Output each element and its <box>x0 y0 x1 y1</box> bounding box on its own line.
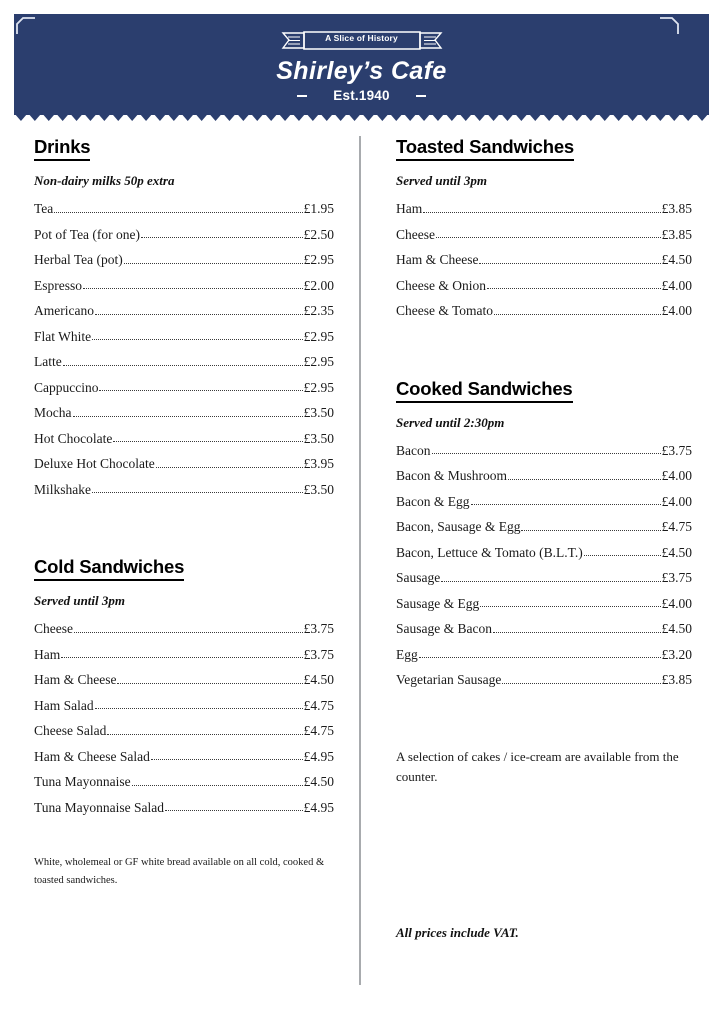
item-name: Bacon <box>396 442 431 458</box>
dot-leader <box>124 262 303 264</box>
section-title-cooked-sandwiches: Cooked Sandwiches <box>396 378 573 403</box>
section-cold-sandwiches <box>34 556 334 820</box>
menu-item <box>34 477 334 503</box>
item-name: Flat White <box>34 328 92 344</box>
item-name: Cheese <box>396 226 435 242</box>
section-drinks <box>34 136 334 502</box>
footnote-spacer <box>34 820 334 854</box>
section-note-cooked-sandwiches: Served until 2:30pm <box>396 414 505 430</box>
menu-item <box>34 273 334 299</box>
dot-leader <box>117 682 302 684</box>
ribbon-label: A Slice of History <box>325 33 398 43</box>
section-spacer <box>34 502 334 556</box>
menu-item <box>396 463 692 489</box>
cafe-logo <box>14 14 709 115</box>
menu-item <box>34 693 334 719</box>
dot-leader <box>156 466 303 468</box>
menu-item <box>34 349 334 375</box>
menu-items-cooked-sandwiches <box>396 438 692 693</box>
item-price: £4.50 <box>661 544 692 560</box>
item-name: Sausage & Egg <box>396 595 480 611</box>
footnote-spacer <box>396 693 692 747</box>
right-dash-icon <box>416 95 426 97</box>
item-name: Vegetarian Sausage <box>396 672 502 687</box>
item-name: Sausage <box>396 570 441 585</box>
menu-item <box>34 400 334 426</box>
menu-item <box>34 375 334 401</box>
menu-item <box>396 540 692 566</box>
item-name: Latte <box>34 354 62 369</box>
menu-item <box>34 744 334 770</box>
item-price: £4.50 <box>303 672 334 687</box>
menu-item <box>396 298 692 324</box>
dot-leader <box>419 656 661 658</box>
item-price: £2.35 <box>303 303 334 318</box>
item-name: Ham & Cheese Salad <box>34 748 150 764</box>
dot-leader <box>92 338 303 340</box>
item-name: Hot Chocolate <box>34 430 113 446</box>
menu-item <box>34 667 334 693</box>
dot-leader <box>521 529 660 531</box>
ribbon-banner <box>269 30 455 54</box>
dot-leader <box>99 389 302 391</box>
menu-item <box>396 489 692 515</box>
dot-leader <box>132 784 303 786</box>
item-name: Americano <box>34 303 94 318</box>
item-price: £4.95 <box>303 748 334 764</box>
item-name: Bacon, Lettuce & Tomato (B.L.T.) <box>396 544 583 560</box>
item-name: Bacon & Egg <box>396 493 470 509</box>
dot-leader <box>493 631 661 633</box>
dot-leader <box>141 236 303 238</box>
dot-leader <box>502 682 660 684</box>
bread-availability-note: White, wholemeal or GF white bread available on all cold, cooked & toasted sandwiches. <box>34 857 325 887</box>
item-name: Espresso <box>34 277 82 293</box>
vat-note: All prices include VAT. <box>396 924 519 940</box>
cafe-name: Shirley’s Cafe <box>276 57 447 85</box>
item-name: Herbal Tea (pot) <box>34 252 123 267</box>
item-price: £4.75 <box>303 723 334 738</box>
dot-leader <box>487 287 661 289</box>
item-price: £4.00 <box>661 468 692 483</box>
menu-item <box>396 247 692 273</box>
dot-leader <box>83 287 303 289</box>
item-name: Ham <box>34 646 61 662</box>
item-price: £2.50 <box>303 226 334 242</box>
left-dash-icon <box>297 95 307 97</box>
item-name: Pot of Tea (for one) <box>34 226 141 242</box>
section-title-cold-sandwiches: Cold Sandwiches <box>34 556 184 581</box>
item-price: £4.50 <box>661 621 692 636</box>
item-price: £3.50 <box>303 430 334 446</box>
item-price: £1.95 <box>303 201 334 216</box>
menu-item <box>396 196 692 222</box>
header-banner <box>14 14 709 115</box>
item-price: £3.75 <box>303 646 334 662</box>
section-toasted-sandwiches <box>396 136 692 324</box>
established-row <box>297 88 425 103</box>
menu-item <box>34 196 334 222</box>
item-name: Cheese Salad <box>34 723 107 738</box>
item-price: £3.75 <box>303 621 334 636</box>
section-title-toasted-sandwiches: Toasted Sandwiches <box>396 136 574 161</box>
item-name: Cheese & Onion <box>396 277 486 293</box>
dot-leader <box>584 554 661 556</box>
item-price: £4.50 <box>661 252 692 267</box>
menu-item <box>396 616 692 642</box>
menu-item <box>396 438 692 464</box>
section-note-cold-sandwiches: Served until 3pm <box>34 593 126 608</box>
item-name: Tuna Mayonnaise <box>34 774 131 789</box>
item-price: £3.85 <box>661 672 692 687</box>
menu-item <box>396 514 692 540</box>
left-column <box>34 136 334 891</box>
item-price: £3.75 <box>661 442 692 458</box>
dot-leader <box>471 503 661 505</box>
menu-item <box>396 591 692 617</box>
item-price: £4.00 <box>661 493 692 509</box>
item-name: Cappuccino <box>34 379 99 395</box>
item-price: £3.20 <box>661 646 692 662</box>
dot-leader <box>95 313 303 315</box>
item-name: Bacon & Mushroom <box>396 468 507 483</box>
menu-items-drinks <box>34 196 334 502</box>
header-scallop-edge <box>14 113 709 122</box>
dot-leader <box>151 758 303 760</box>
item-name: Deluxe Hot Chocolate <box>34 456 155 471</box>
section-cooked-sandwiches <box>396 378 692 693</box>
established-label: Est.1940 <box>333 88 390 103</box>
section-spacer <box>396 324 692 378</box>
item-name: Egg <box>396 646 418 662</box>
dot-leader <box>436 236 661 238</box>
menu-item <box>34 426 334 452</box>
dot-leader <box>95 707 303 709</box>
item-name: Tuna Mayonnaise Salad <box>34 799 164 815</box>
item-name: Bacon, Sausage & Egg <box>396 519 521 534</box>
item-price: £3.95 <box>303 456 334 471</box>
item-price: £2.95 <box>303 354 334 369</box>
dot-leader <box>165 809 303 811</box>
section-title-drinks: Drinks <box>34 136 90 161</box>
dot-leader <box>74 631 303 633</box>
menu-item <box>34 324 334 350</box>
menu-item <box>396 222 692 248</box>
menu-item <box>396 642 692 668</box>
menu-item <box>396 273 692 299</box>
menu-item <box>34 718 334 744</box>
item-price: £3.75 <box>661 570 692 585</box>
item-price: £4.75 <box>303 697 334 713</box>
item-name: Sausage & Bacon <box>396 621 492 636</box>
item-name: Ham Salad <box>34 697 94 713</box>
dot-leader <box>480 605 660 607</box>
item-name: Ham & Cheese <box>34 672 117 687</box>
item-name: Cheese & Tomato <box>396 303 494 318</box>
item-price: £4.50 <box>303 774 334 789</box>
menu-item <box>34 298 334 324</box>
item-price: £3.50 <box>303 405 334 420</box>
item-price: £3.85 <box>661 226 692 242</box>
dot-leader <box>441 580 660 582</box>
menu-item <box>34 795 334 821</box>
dot-leader <box>113 440 302 442</box>
cakes-availability-note: A selection of cakes / ice-cream are available from the counter. <box>396 748 679 784</box>
dot-leader <box>494 313 661 315</box>
menu-items-toasted-sandwiches <box>396 196 692 324</box>
item-price: £3.50 <box>303 481 334 497</box>
menu-item <box>396 667 692 693</box>
item-price: £2.95 <box>303 252 334 267</box>
section-note-toasted-sandwiches: Served until 3pm <box>396 173 488 188</box>
item-price: £2.00 <box>303 277 334 293</box>
dot-leader <box>73 415 303 417</box>
menu-item <box>34 642 334 668</box>
menu-item <box>34 247 334 273</box>
menu-item <box>34 451 334 477</box>
item-price: £4.95 <box>303 799 334 815</box>
item-price: £3.85 <box>661 201 692 216</box>
dot-leader <box>423 211 660 213</box>
column-divider <box>359 136 361 985</box>
dot-leader <box>508 478 661 480</box>
menu-items-cold-sandwiches <box>34 616 334 820</box>
dot-leader <box>432 452 661 454</box>
dot-leader <box>63 364 303 366</box>
dot-leader <box>61 656 302 658</box>
item-price: £4.00 <box>661 595 692 611</box>
dot-leader <box>107 733 302 735</box>
item-name: Mocha <box>34 405 72 420</box>
item-price: £4.75 <box>661 519 692 534</box>
item-name: Ham <box>396 201 423 216</box>
item-name: Cheese <box>34 621 73 636</box>
item-name: Ham & Cheese <box>396 252 479 267</box>
right-column <box>396 136 692 941</box>
vat-spacer <box>396 787 692 925</box>
item-price: £4.00 <box>661 303 692 318</box>
section-note-drinks: Non-dairy milks 50p extra <box>34 173 175 188</box>
menu-item <box>396 565 692 591</box>
menu-item <box>34 222 334 248</box>
item-price: £2.95 <box>303 379 334 395</box>
menu-item <box>34 616 334 642</box>
item-price: £4.00 <box>661 277 692 293</box>
dot-leader <box>479 262 660 264</box>
item-name: Milkshake <box>34 481 91 497</box>
item-name: Tea <box>34 201 54 216</box>
dot-leader <box>54 211 302 213</box>
menu-item <box>34 769 334 795</box>
item-price: £2.95 <box>303 328 334 344</box>
dot-leader <box>92 491 303 493</box>
